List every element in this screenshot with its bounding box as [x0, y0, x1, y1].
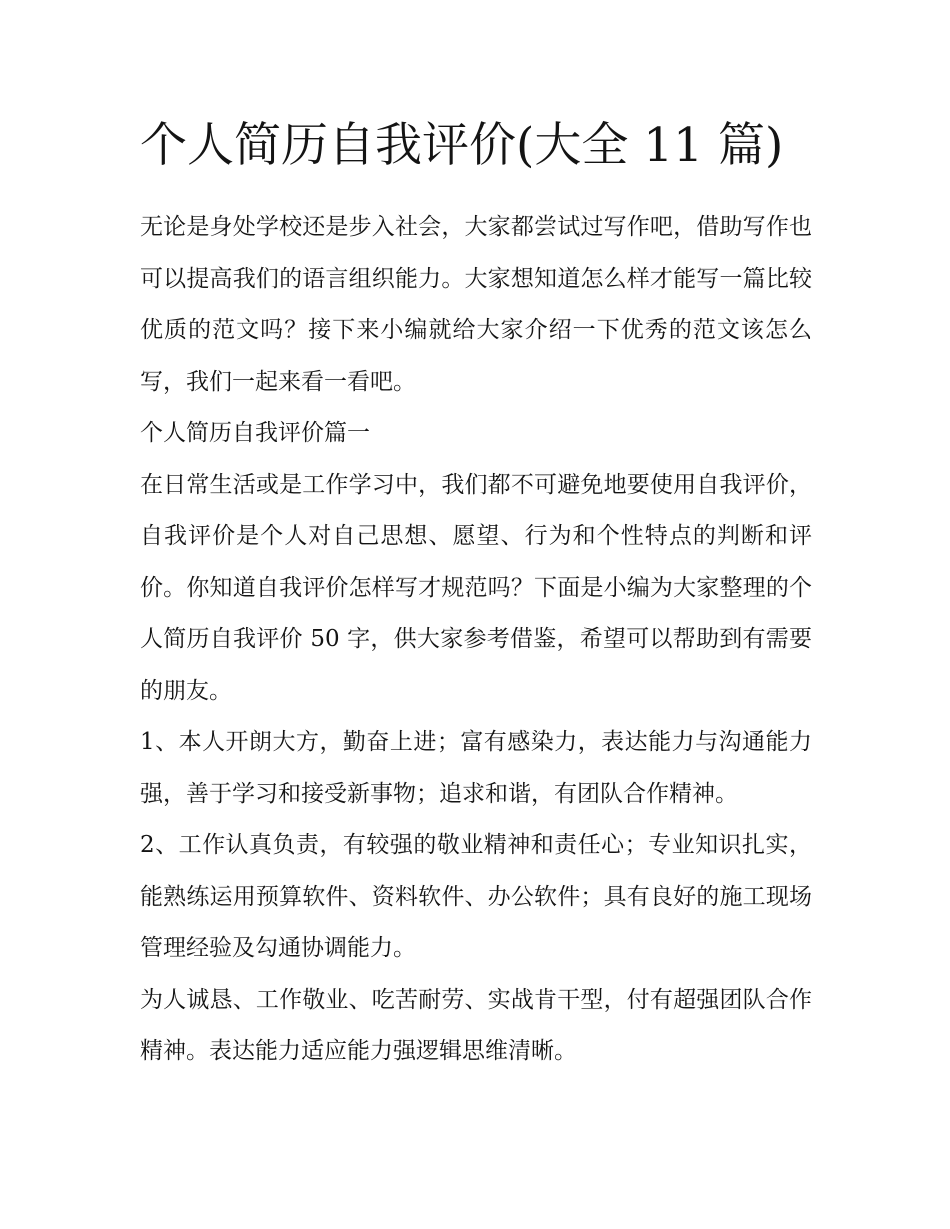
intro-paragraph: 无论是身处学校还是步入社会，大家都尝试过写作吧，借助写作也可以提高我们的语言组织能力。大家想知道怎么样才能写一篇比较优质的范文吗？接下来小编就给大家介绍一下优秀的范文该怎么写，我们一起来看一看吧。 [140, 214, 812, 395]
document-title: 个人简历自我评价(大全 11 篇) [140, 118, 784, 173]
body-paragraph: 1、本人开朗大方，勤奋上进；富有感染力，表达能力与沟通能力强，善于学习和接受新事物；追求和谐，有团队合作精神。 [140, 729, 812, 807]
body-paragraph: 在日常生活或是工作学习中，我们都不可避免地要使用自我评价，自我评价是个人对自己思想、愿望、行为和个性特点的判断和评价。你知道自我评价怎样写才规范吗？下面是小编为大家整理的个人简历自我评价 50 字，供大家参考借鉴，希望可以帮助到有需要的朋友。 [140, 471, 812, 704]
document-body [140, 112, 812, 1078]
body-paragraph: 2、工作认真负责，有较强的敬业精神和责任心；专业知识扎实，能熟练运用预算软件、资料软件、办公软件；具有良好的施工现场管理经验及勾通协调能力。 [140, 832, 812, 961]
body-paragraph: 为人诚恳、工作敬业、吃苦耐劳、实战肯干型，付有超强团队合作精神。表达能力适应能力强逻辑思维清晰。 [140, 986, 812, 1064]
section-heading: 个人简历自我评价篇一 [140, 420, 370, 446]
